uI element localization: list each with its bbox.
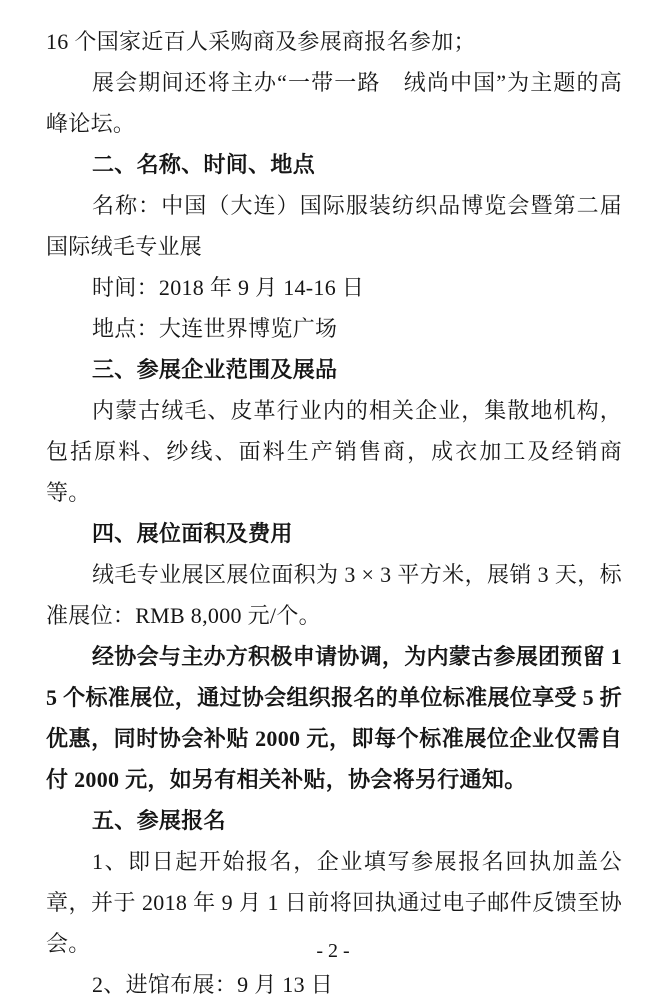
para-forum-theme: 展会期间还将主办“一带一路 绒尚中国”为主题的高峰论坛。 [46, 70, 622, 136]
page-number: - 2 - [316, 940, 350, 962]
heading-section-5-registration: 五、参展报名 [92, 808, 226, 833]
para-countries-attendance: 16 个国家近百人采购商及参展商报名参加； [46, 29, 476, 54]
para-booth-price: 绒毛专业展区展位面积为 3 × 3 平方米，展销 3 天，标准展位：RMB 8,000 元/个。 [46, 562, 622, 628]
para-registration-instructions: 1、即日起开始报名，企业填写参展报名回执加盖公章，并于 2018 年 9 月 1 日前将回执通过电子邮件反馈至协会。 [46, 849, 622, 956]
document-body [46, 21, 622, 1005]
heading-section-4-booth-fees: 四、展位面积及费用 [92, 521, 293, 546]
para-exhibition-venue: 地点：大连世界博览广场 [92, 316, 338, 341]
heading-section-3-exhibitor-scope: 三、参展企业范围及展品 [92, 357, 338, 382]
para-move-in-date: 2、进馆布展：9 月 13 日 [92, 972, 334, 997]
heading-section-2-name-time-place: 二、名称、时间、地点 [92, 152, 316, 177]
para-exhibitor-scope: 内蒙古绒毛、皮革行业内的相关企业，集散地机构，包括原料、纱线、面料生产销售商，成衣加工及经销商等。 [46, 398, 622, 505]
para-subsidy-policy: 经协会与主办方积极申请协调，为内蒙古参展团预留 15 个标准展位，通过协会组织报名的单位标准展位享受 5 折优惠，同时协会补贴 2000 元，即每个标准展位企业仅需自付 2000 元，如另有相关补贴，协会将另行通知。 [46, 644, 623, 792]
para-exhibition-name: 名称：中国（大连）国际服装纺织品博览会暨第二届国际绒毛专业展 [46, 193, 622, 259]
para-exhibition-time: 时间：2018 年 9 月 14-16 日 [92, 275, 365, 300]
